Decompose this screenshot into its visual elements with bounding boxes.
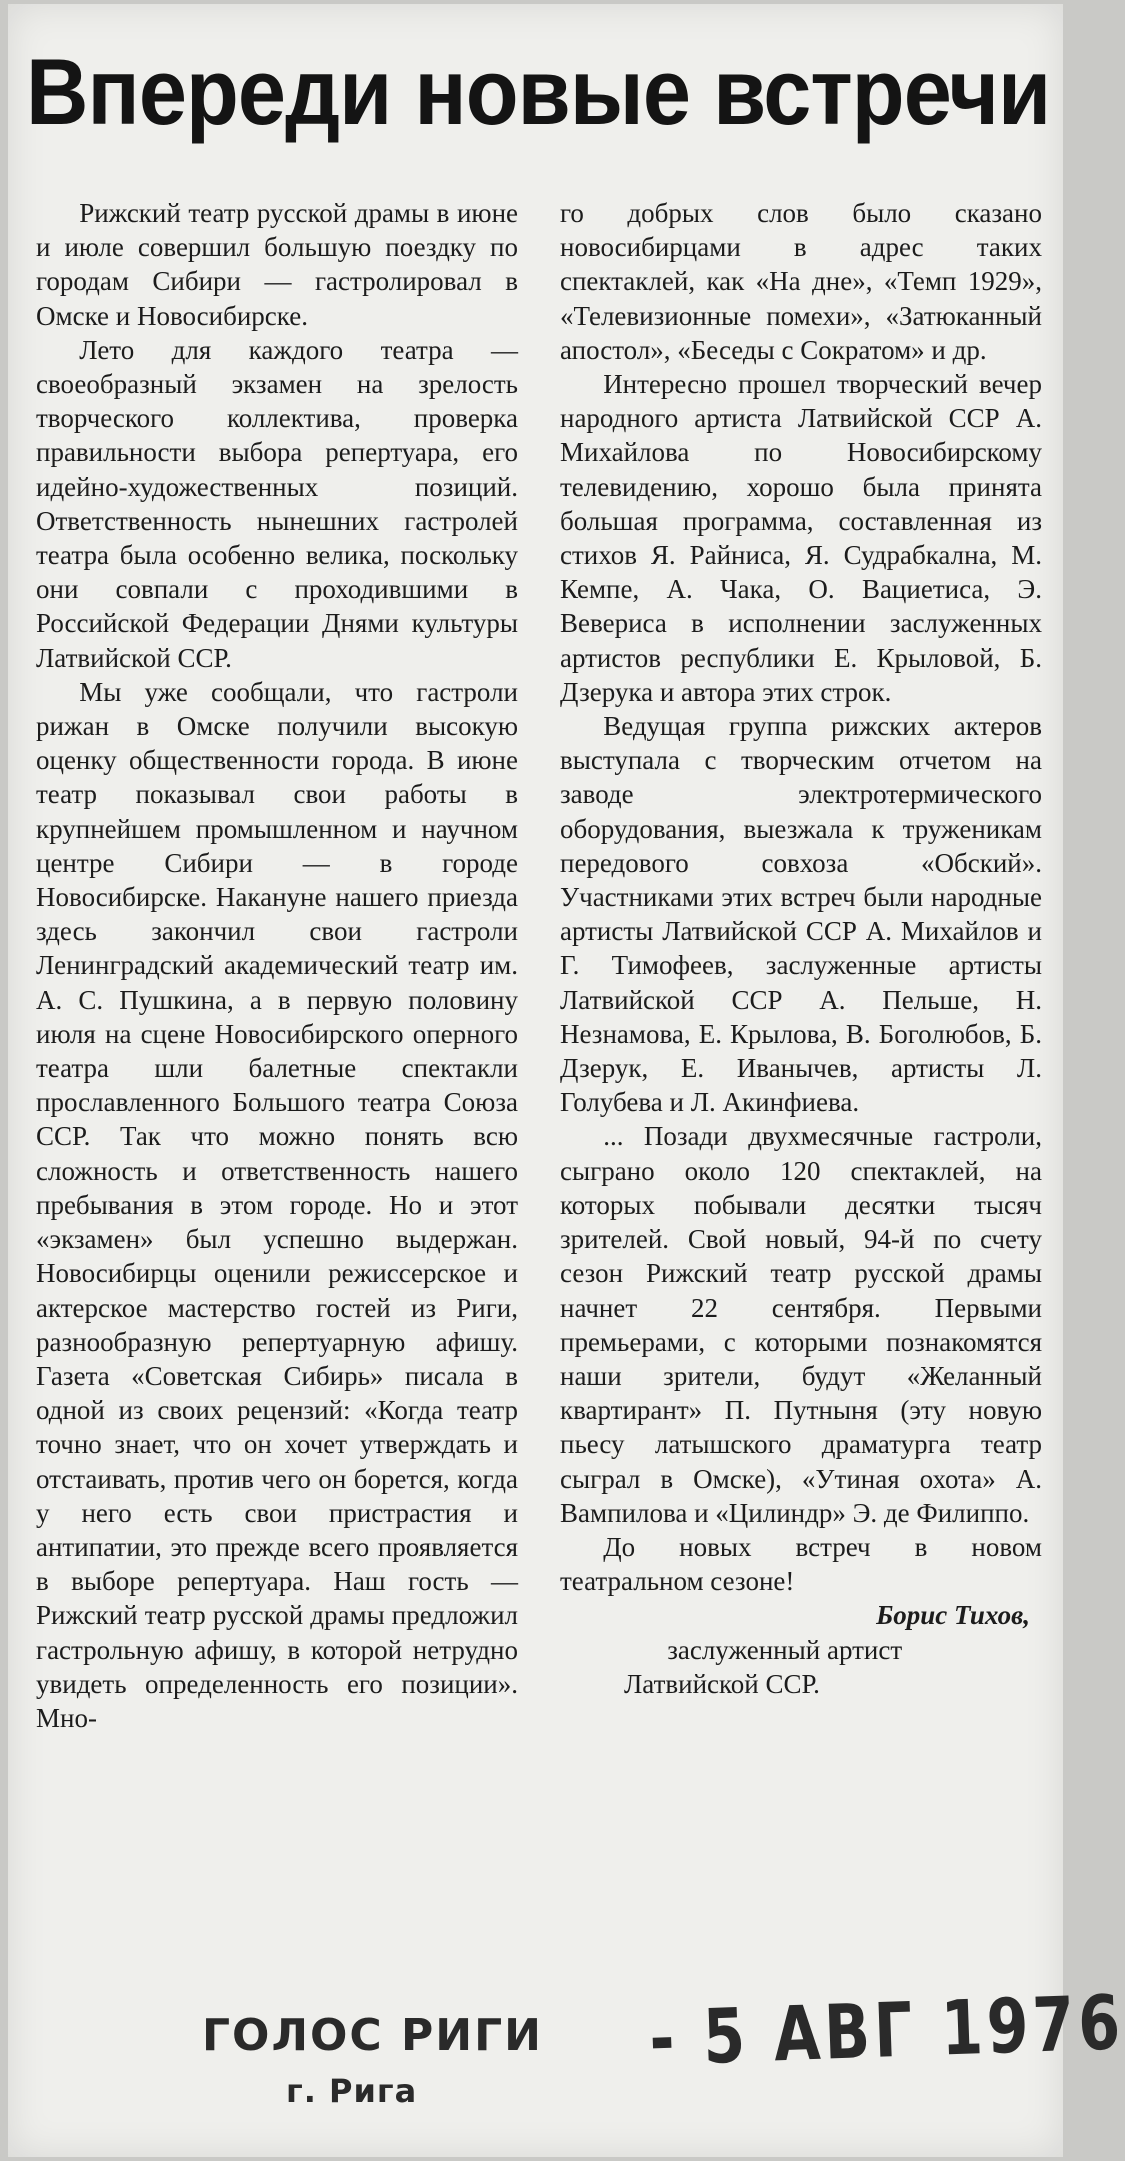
article-column-right [560,196,1042,1701]
article-paragraph: Интересно прошел творческий вечер народного артиста Латвийской ССР А. Михайлова по Новосибирскому телевидению, хорошо была принята большая программа, составленная из стихов Я. Райниса, Я. Судрабкална, М. Кемпе, А. Чака, О. Вациетиса, Э. Вевериса в исполнении заслуженных артистов республики Е. Крыловой, Б. Дзерука и автора этих строк. [560,369,1042,707]
author-name: Борис Тихов, [876,1600,1030,1631]
article-paragraph: Лето для каждого театра — своеобразный экзамен на зрелость творческого коллектива, проверка правильности выбора репертуара, его идейно-художественных позиций. Ответственность нынешних гастролей театра была особенно велика, поскольку они совпали с проходившими в Российской Федерации Днями культуры Латвийской ССР. [36,334,518,673]
author-title: заслуженный артист Латвийской ССР. [624,1634,903,1699]
article-paragraph: Рижский театр русской драмы в июне и июле совершил большую поездку по городам Сибири — гастролировал в Омске и Новосибирске. [36,198,518,331]
article-headline: Впереди новые встречи [26,39,1051,144]
article-paragraph: Ведущая группа рижских актеров выступала с творческим отчетом на заводе электротермического оборудования, выезжала к труженикам передового совхоза «Обский». Участниками этих встреч были народные артисты Латвийской ССР А. Михайлов и Г. Тимофеев, заслуженные артисты Латвийской ССР А. Пельше, Н. Незнамова, Е. Крылова, В. Боголюбов, Б. Дзерук, Е. Иванычев, артисты Л. Голубева и Л. Акинфиева. [560,711,1042,1118]
newspaper-stamp: ГОЛОС РИГИ [202,2010,543,2061]
article-paragraph: До новых встреч в новом театральном сезоне! [560,1531,1042,1597]
newspaper-clipping [8,4,1063,2157]
article-paragraph: ... Позади двухмесячные гастроли, сыграно около 120 спектаклей, на которых побывали десятки тысяч зрителей. Свой новый, 94-й по счету сезон Рижский театр русской драмы начнет 22 сентября. Первыми премьерами, с которыми познакомятся наши зрители, будут «Желанный квартирант» П. Путныня (эту новую пьесу латышского драматурга театр сыграл в Омске), «Утиная охота» А. Вампилова и «Цилиндр» Э. де Филиппо. [560,1121,1042,1528]
newspaper-city-stamp: г. Рига [286,2072,418,2110]
article-column-left [36,196,518,1735]
article-paragraph: го добрых слов было сказано новосибирцами в адрес таких спектаклей, как «На дне», «Темп 1929», «Телевизионные помехи», «Затюканный апостол», «Беседы с Сократом» и др. [560,198,1042,365]
article-paragraph: Мы уже сообщали, что гастроли рижан в Омске получили высокую оценку общественности города. В июне театр показывал свои работы в крупнейшем промышленном и научном центре Сибири — в городе Новосибирске. Накануне нашего приезда здесь закончил свои гастроли Ленинградский академический театр им. А. С. Пушкина, а в первую половину июля на сцене Новосибирского оперного театра шли балетные спектакли прославленного Большого театра Союза ССР. Так что можно понять всю сложность и ответственность нашего пребывания в этом городе. Но и этот «экзамен» был успешно выдержан. Новосибирцы оценили режиссерское и актерское мастерство гостей из Риги, разнообразную репертуарную афишу. Газета «Советская Сибирь» писала в одной из своих рецензий: «Когда театр точно знает, что он хочет утверждать и отстаивать, против чего он борется, когда у него есть свои пристрастия и антипатии, это прежде всего проявляется в выборе репертуара. Наш гость — Рижский театр русской драмы предложил гастрольную афишу, в которой нетрудно увидеть определенность его позиции». Мно- [36,676,518,1733]
date-stamp: - 5 АВГ 1976 [648,1979,1125,2084]
